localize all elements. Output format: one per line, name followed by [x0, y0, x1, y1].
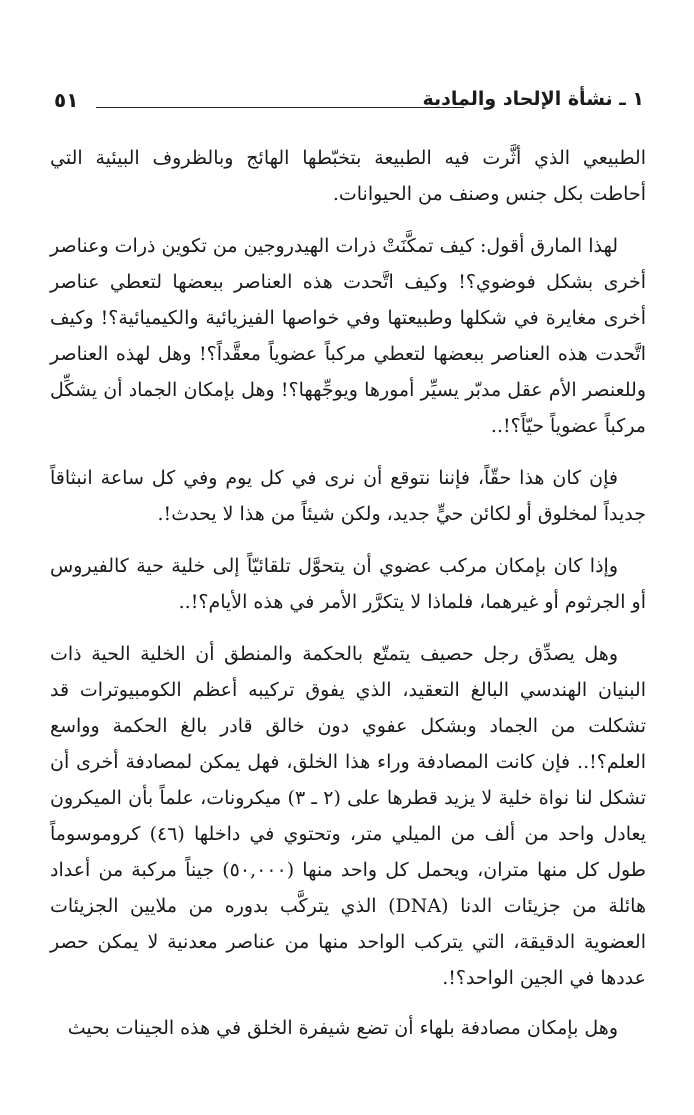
page-body	[50, 140, 646, 1062]
page-number: ٥١	[54, 88, 79, 112]
paragraph-cell: وهل يصدِّق رجل حصيف يتمتّع بالحكمة والمنطق أن الخلية الحية ذات البنيان الهندسي البالغ التعقيد، الذي يفوق تركيبه أعظم الكومبيوترات قد تشكلت من الجماد وبشكل عفوي دون خالق قادر بالغ الحكمة وواسع العلم؟!.. فإن كانت المصادفة وراء هذا الخلق، فهل يمكن لمصادفة أخرى أن تشكل لنا نواة خلية لا يزيد قطرها على (٢ ـ ٣) ميكرونات، علماً بأن الميكرون يعادل واحد من ألف من الميلي متر، وتحتوي في داخلها (٤٦) كروموسوماً طول كل منها متران، ويحمل كل واحد منها (٥٠,٠٠٠) جيناً مركبة من أعداد هائلة من جزيئات الدنا (DNA) الذي يتركَّب بدوره من ملايين الجزيئات العضوية الدقيقة، التي يتركب الواحد منها من عناصر معدنية لا يمكن حصر عددها في الجين الواحد؟!.	[50, 643, 647, 989]
running-header	[52, 88, 644, 118]
paragraph-questions: لهذا المارق أقول: كيف تمكَّنَتْ ذرات الهيدروجين من تكوين ذرات وعناصر أخرى بشكل فوضوي؟! وكيف اتَّحدت هذه العناصر ببعضها لتعطي عناصر أخرى مغايرة في شكلها وطبيعتها وفي خواصها الفيزيائية والكيميائية؟! وكيف اتَّحدت هذه العناصر ببعضها لتعطي مركباً عضوياً معقَّداً؟! وهل لهذه العناصر وللعنصر الأم عقل مدبّر يسيِّر أمورها ويوجِّهها؟! وهل بإمكان الجماد أن يشكِّل مركباً عضوياً حيّاً؟!..	[49, 235, 646, 437]
paragraph-virus: وإذا كان بإمكان مركب عضوي أن يتحوَّل تلقائيّاً إلى خلية حية كالفيروس أو الجرثوم أو غيرهما، فلماذا لا يتكرَّر الأمر في هذه الأيام؟!..	[50, 555, 646, 613]
paragraph-continuation: الطبيعي الذي أثَّرت فيه الطبيعة بتخبّطها الهائج وبالظروف البيئية التي أحاطت بكل جنس وصنف من الحيوانات.	[50, 147, 646, 205]
header-rule	[96, 107, 464, 108]
paragraph-final: وهل بإمكان مصادفة بلهاء أن تضع شيفرة الخلق في هذه الجينات بحيث	[67, 1017, 618, 1039]
paragraph-expectation: فإن كان هذا حقّاً، فإننا نتوقع أن نرى في كل يوم وفي كل ساعة انبثاقاً جديداً لمخلوق أو لكائن حيٍّ جديد، ولكن شيئاً من هذا لا يحدث!.	[50, 467, 646, 525]
chapter-title: ١ ـ نشأة الإلحاد والمادية	[422, 88, 644, 110]
